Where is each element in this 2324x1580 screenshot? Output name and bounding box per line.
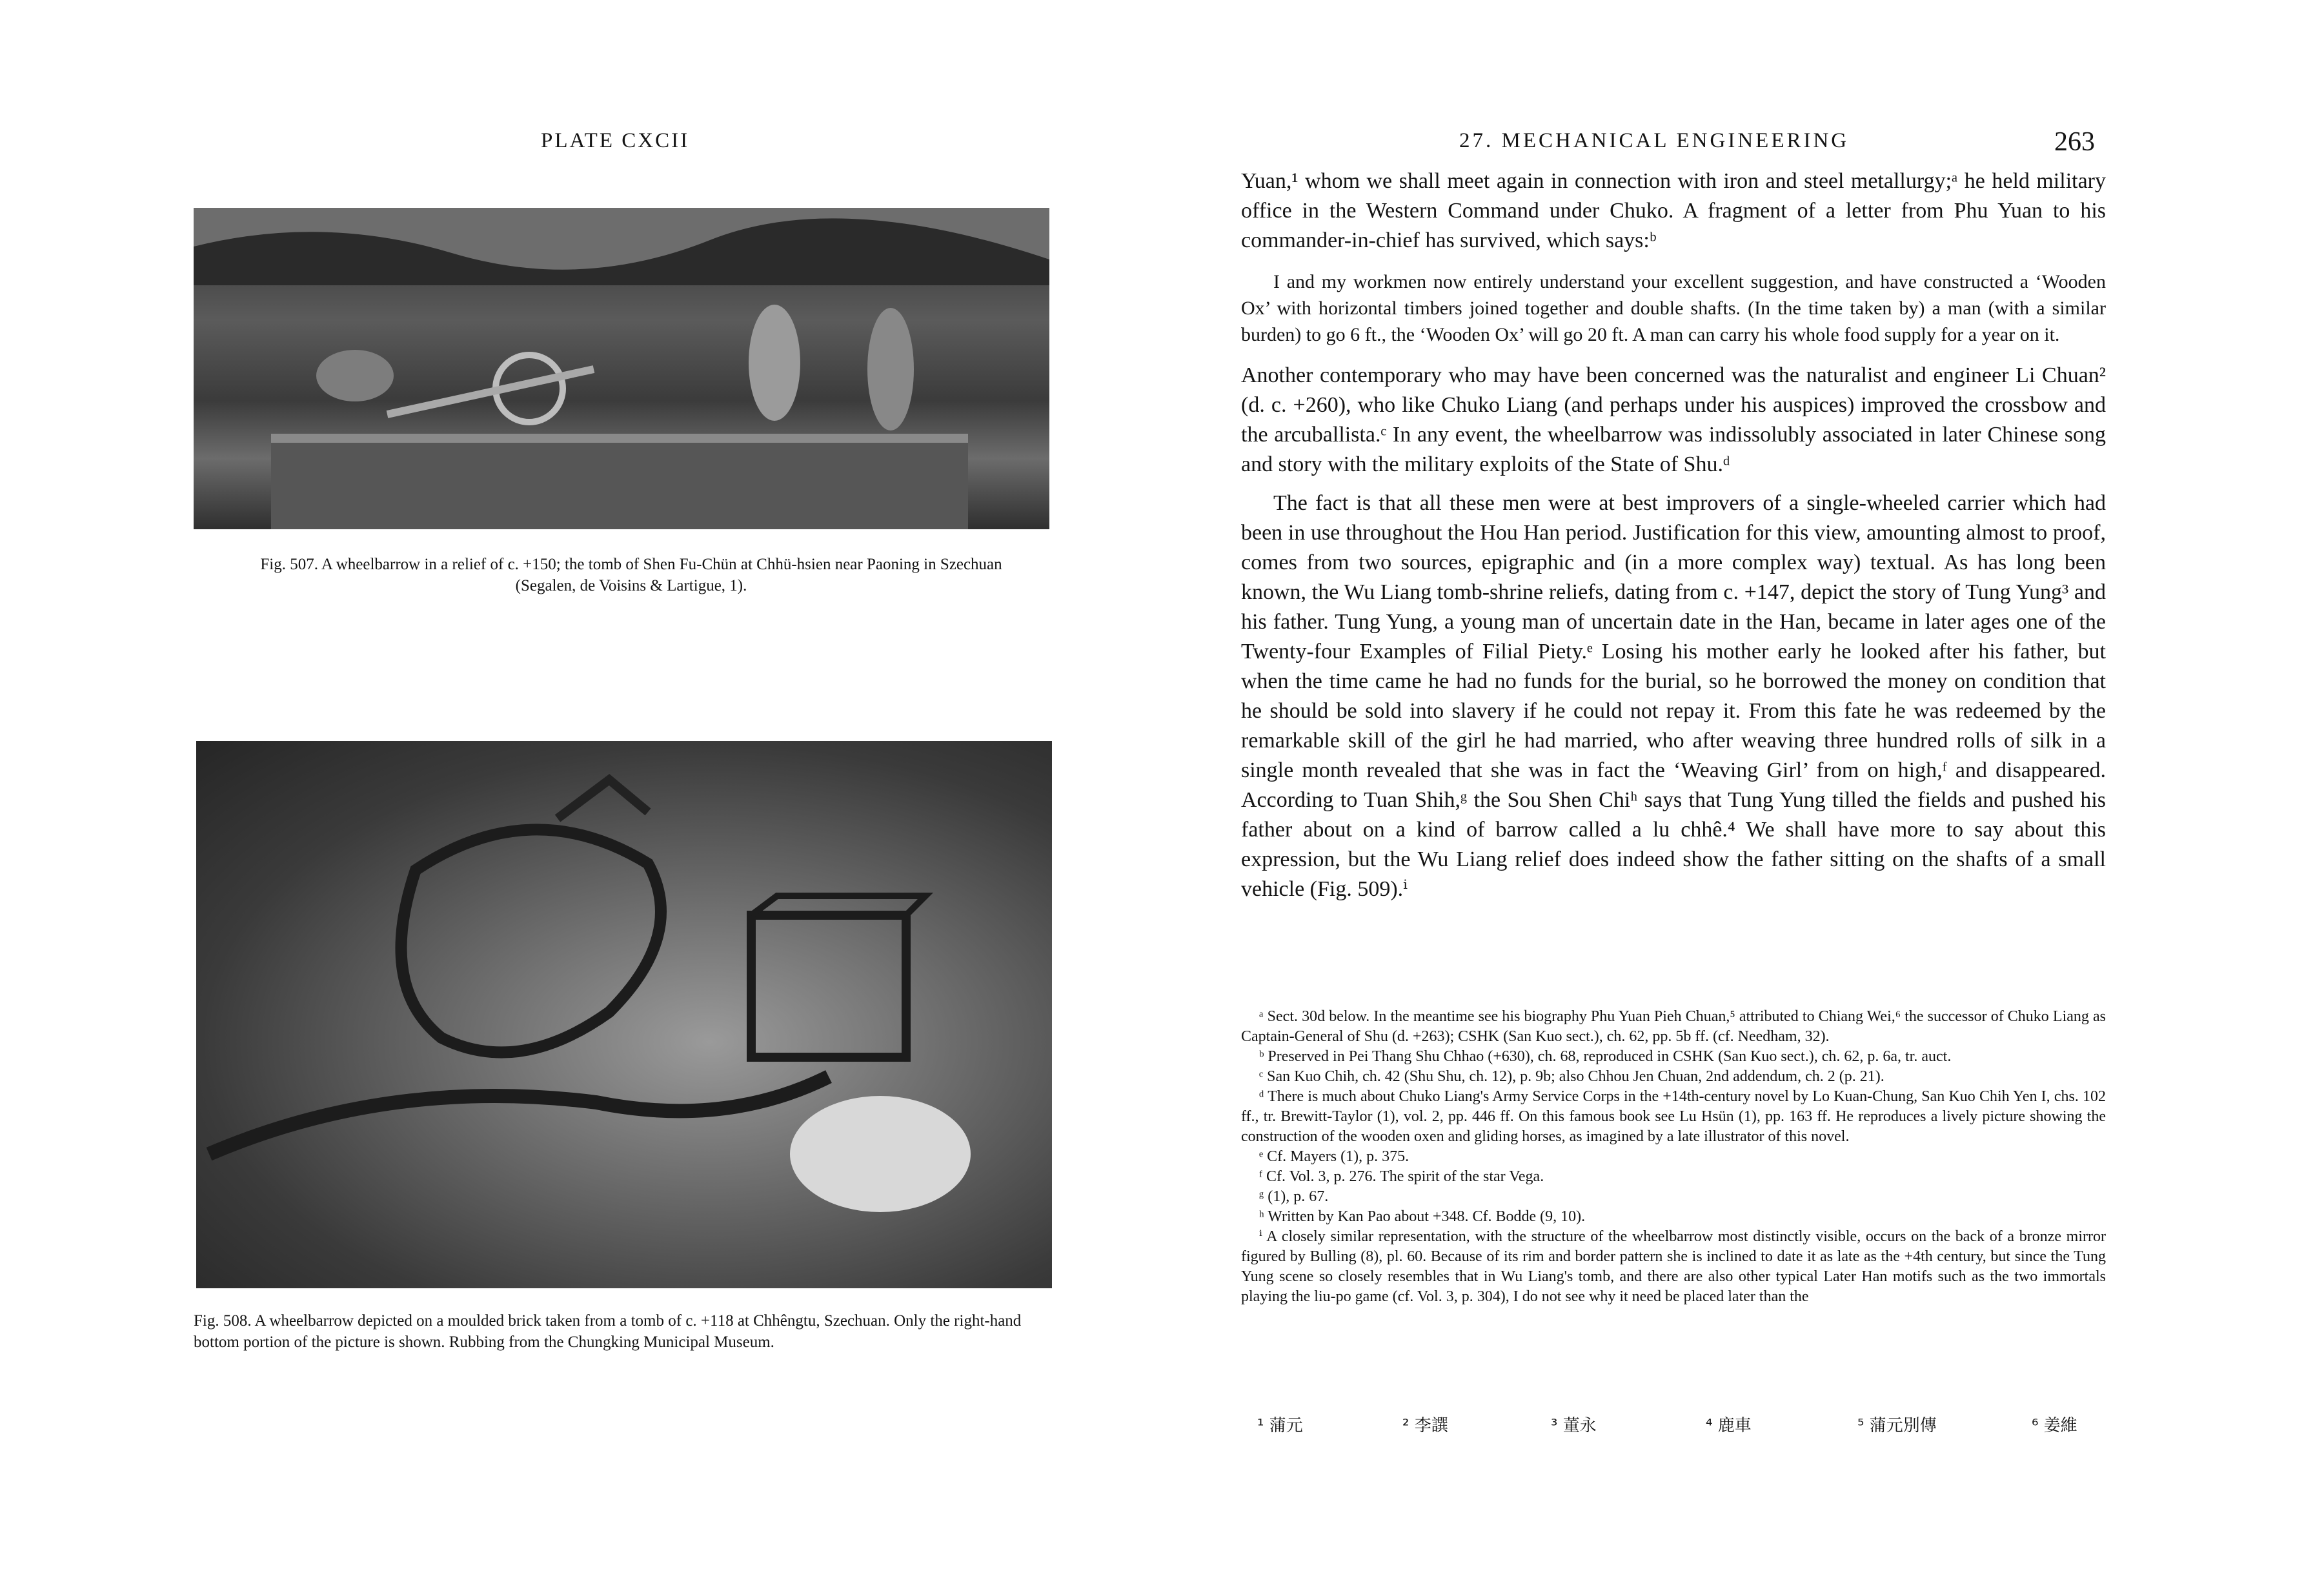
page-number: 263 [2054,127,2095,157]
chinese-character-glossary [1241,1412,2106,1438]
footnote: ᵈ There is much about Chuko Liang's Army Service Corps in the +14th-century novel by Lo Kuan-Chung, San Kuo Chih Yen I, chs. 102 ff., tr. Brewitt-Taylor (1), vol. 2, pp. 446 ff. On this famous book see Lu Hsün (1), pp. 163 ff. He reproduces a lively picture showing the construction of the wooden oxen and gliding horses, as imagined by a late illustrator of this novel. [1241,1088,2106,1145]
section-title: 27. MECHANICAL ENGINEERING [1459,129,1850,152]
fig508-caption: Fig. 508. A wheelbarrow depicted on a moulded brick taken from a tomb of c. +118 at Chhêngtu, Szechuan. Only the right-hand bottom portion of the picture is shown. Rubbing from the Chungking Municipal Museum. [194,1312,1022,1351]
footnote: ᶠ Cf. Vol. 3, p. 276. The spirit of the star Vega. [1259,1168,1544,1185]
fig507-relief-photograph [194,208,1049,529]
rubbing-illustration [196,741,1052,1288]
footnote: ⁱ A closely similar representation, with the structure of the wheelbarrow most distinctly visible, occurs on the back of a bronze mirror figured by Bulling (8), pl. 60. Because of its rim and border pattern she is inclined to date it as late as the +4th century, but since the Tung Yung scene so closely resembles that in Wu Liang's tomb, and there are also other typical Later Han motifs such as the two immortals playing the liu-po game (cf. Vol. 3, p. 304), I do not see why it need be placed later than the [1241,1228,2106,1305]
footnote: ʰ Written by Kan Pao about +348. Cf. Bodde (9, 10). [1259,1208,1586,1225]
footnote: ᵉ Cf. Mayers (1), p. 375. [1259,1148,1410,1165]
paragraph: The fact is that all these men were at best improvers of a single-wheeled carrier which had been in use throughout the Hou Han period. Justification for this view, amounting almost to proof, comes from two sources, epigraphic and (in a more complex way) textual. As has long been known, the Wu Liang tomb-shrine reliefs, dating from c. +147, depict the story of Tung Yung³ and his father. Tung Yung, a young man of uncertain date in the Han, became in later ages one of the Twenty-four Examples of Filial Piety.ᵉ Losing his mother early he looked after his father, but when the time came he had no funds for the burial, so he borrowed the money on condition that he should be sold into slavery if he could not repay it. From this fate he was redeemed by the remarkable skill of the girl he had married, who after weaving three hundred rolls of silk in a single month revealed that she was in fact the ‘Weaving Girl’ from on high,ᶠ and disappeared. According to Tuan Shih,ᵍ the Sou Shen Chiʰ says that Tung Yung tilled the fields and pushed his father about on a kind of barrow called a lu chhê.⁴ We shall have more to say about this expression, but the Wu Liang relief does indeed show the father sitting on the shafts of a small vehicle (Fig. 509).ⁱ [1241,491,2106,901]
paragraph: Another contemporary who may have been concerned was the naturalist and engineer Li Chuan² (d. c. +260), who like Chuko Liang (and perhaps under his auspices) improved the crossbow and the arcuballista.ᶜ In any event, the wheelbarrow was indissolubly associated in later Chinese song and story with the military exploits of the State of Shu.ᵈ [1241,363,2106,476]
glossary-entry: ⁴ 鹿車 [1706,1416,1752,1435]
block-quote: I and my workmen now entirely understand your excellent suggestion, and have constructed a ‘Wooden Ox’ with horizontal timbers joined together and double shafts. (In the time taken by) a man (with a similar burden) to go 6 ft., the ‘Wooden Ox’ will go 20 ft. A man can carry his whole food supply for a year on it. [1241,271,2106,345]
glossary-entry: ⁵ 蒲元別傳 [1857,1416,1937,1435]
left-page [0,0,1155,1580]
plate-title: PLATE CXCII [541,129,690,152]
glossary-entry: ⁶ 姜維 [2032,1416,2077,1435]
paragraph: Yuan,¹ whom we shall meet again in connection with iron and steel metallurgy;ᵃ he held military office in the Western Command under Chuko. A fragment of a letter from Phu Yuan to his commander-in-chief has survived, which says:ᵇ [1241,169,2106,252]
footnote: ᶜ San Kuo Chih, ch. 42 (Shu Shu, ch. 12), p. 9b; also Chhou Jen Chuan, 2nd addendum, ch. 2 (p. 21). [1259,1068,1884,1085]
footnote: ᵍ (1), p. 67. [1259,1188,1329,1205]
fig507-caption: Fig. 507. A wheelbarrow in a relief of c. +150; the tomb of Shen Fu-Chün at Chhü-hsien near Paoning in Szechuan (Segalen, de Voisins & Lartigue, 1). [260,556,1002,594]
footnote: ᵇ Preserved in Pei Thang Shu Chhao (+630), ch. 68, reproduced in CSHK (San Kuo sect.), ch. 62, p. 6a, tr. auct. [1259,1048,1952,1065]
footnote: ᵃ Sect. 30d below. In the meantime see his biography Phu Yuan Pieh Chuan,⁵ attributed to Chiang Wei,⁶ the successor of Chuko Liang as Captain-General of Shu (d. +263); CSHK (San Kuo sect.), ch. 62, pp. 5b ff. (cf. Needham, 32). [1241,1008,2106,1045]
relief-illustration [194,208,1049,529]
glossary-entry: ¹ 蒲元 [1257,1416,1303,1435]
fig508-rubbing-photograph [196,741,1052,1288]
glossary-entry: ³ 董永 [1551,1416,1597,1435]
right-page [1162,0,2324,1580]
footnotes [1241,1007,2106,1307]
body-text [1241,167,2106,904]
glossary-entry: ² 李譔 [1402,1416,1448,1435]
